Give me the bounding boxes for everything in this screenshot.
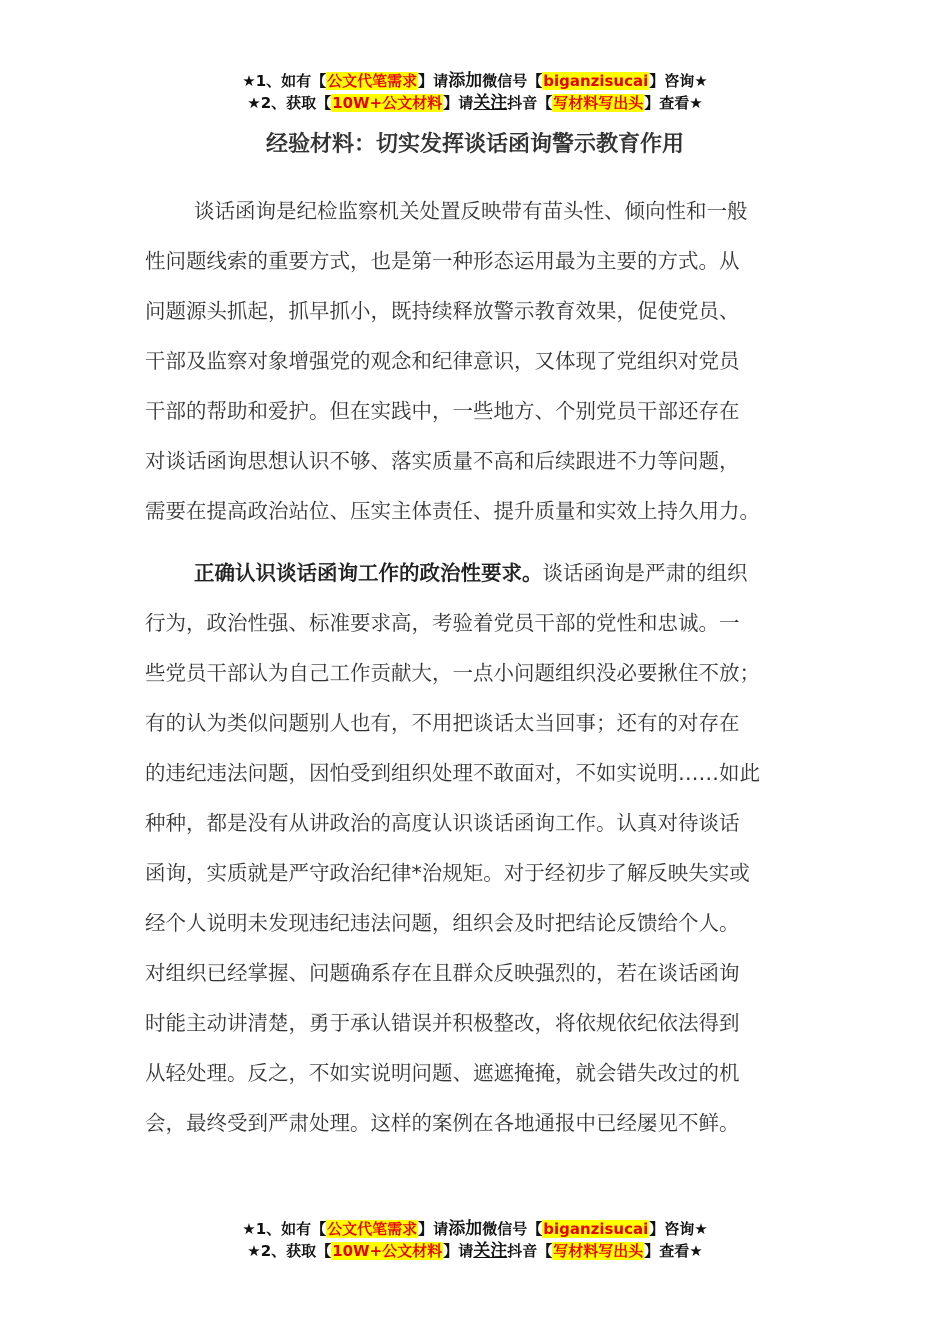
banner-line-2: ★2、获取【10W+公文材料】请关注抖音【写材料写出头】查看★: [247, 1241, 703, 1261]
text-line: 对组织已经掌握、问题确系存在且群众反映强烈的，若在谈话函询: [145, 961, 740, 985]
highlight-douyin-account: 写材料写出头: [553, 94, 644, 112]
highlight-wechat-id: biganzisucai: [543, 1220, 649, 1238]
highlight-douyin-account: 写材料写出头: [553, 1242, 644, 1260]
banner-line-1: ★1、如有【公文代笔需求】请添加微信号【biganzisucai】咨询★: [242, 71, 708, 91]
highlight-materials: 10W+公文材料: [332, 1242, 443, 1260]
highlight-ghostwriting: 公文代笔需求: [327, 1220, 418, 1238]
section-heading: 正确认识谈话函询工作的政治性要求。: [194, 561, 543, 585]
text-line: 正确认识谈话函询工作的政治性要求。谈话函询是严肃的组织: [194, 561, 748, 585]
banner-line-1: ★1、如有【公文代笔需求】请添加微信号【biganzisucai】咨询★: [242, 1219, 708, 1239]
text-line: 对谈话函询思想认识不够、落实质量不高和后续跟进不力等问题，: [145, 449, 740, 473]
text-line: 从轻处理。反之，不如实说明问题、遮遮掩掩，就会错失改过的机: [145, 1061, 740, 1085]
text-line: 的违纪违法问题，因怕受到组织处理不敢面对，不如实说明……如此: [145, 761, 760, 785]
text-line: 些党员干部认为自己工作贡献大，一点小问题组织没必要揪住不放；: [145, 661, 760, 685]
footer-banner: [0, 1218, 950, 1262]
text-line: 时能主动讲清楚，勇于承认错误并积极整改，将依规依纪依法得到: [145, 1011, 740, 1035]
text-line: 干部的帮助和爱护。但在实践中，一些地方、个别党员干部还存在: [145, 399, 740, 423]
text-line: 谈话函询是纪检监察机关处置反映带有苗头性、倾向性和一般: [194, 199, 748, 223]
text-line: 种种，都是没有从讲政治的高度认识谈话函询工作。认真对待谈话: [145, 811, 740, 835]
document-title: 经验材料：切实发挥谈话函询警示教育作用: [265, 132, 684, 157]
text-line: 需要在提高政治站位、压实主体责任、提升质量和实效上持久用力。: [145, 499, 760, 523]
text-line: 干部及监察对象增强党的观念和纪律意识，又体现了党组织对党员: [145, 349, 740, 373]
paragraph-political-requirement: [145, 548, 811, 1148]
document-body: [145, 186, 811, 1148]
header-banner: [0, 70, 950, 114]
text-line: 问题源头抓起，抓早抓小，既持续释放警示教育效果，促使党员、: [145, 299, 740, 323]
banner-line-2: ★2、获取【10W+公文材料】请关注抖音【写材料写出头】查看★: [247, 93, 703, 113]
text-line: 性问题线索的重要方式，也是第一种形态运用最为主要的方式。从: [145, 249, 740, 273]
paragraph-gap: [145, 536, 811, 548]
text-line: 会，最终受到严肃处理。这样的案例在各地通报中已经屡见不鲜。: [145, 1111, 740, 1135]
highlight-materials: 10W+公文材料: [332, 94, 443, 112]
paragraph-intro: [145, 186, 811, 536]
text-line: 行为，政治性强、标准要求高，考验着党员干部的党性和忠诚。一: [145, 611, 740, 635]
text-line: 函询，实质就是严守政治纪律*治规矩。对于经初步了解反映失实或: [145, 861, 750, 885]
text-line: 有的认为类似问题别人也有，不用把谈话太当回事；还有的对存在: [145, 711, 740, 735]
highlight-wechat-id: biganzisucai: [543, 72, 649, 90]
highlight-ghostwriting: 公文代笔需求: [327, 72, 418, 90]
text-line: 经个人说明未发现违纪违法问题，组织会及时把结论反馈给个人。: [145, 911, 740, 935]
